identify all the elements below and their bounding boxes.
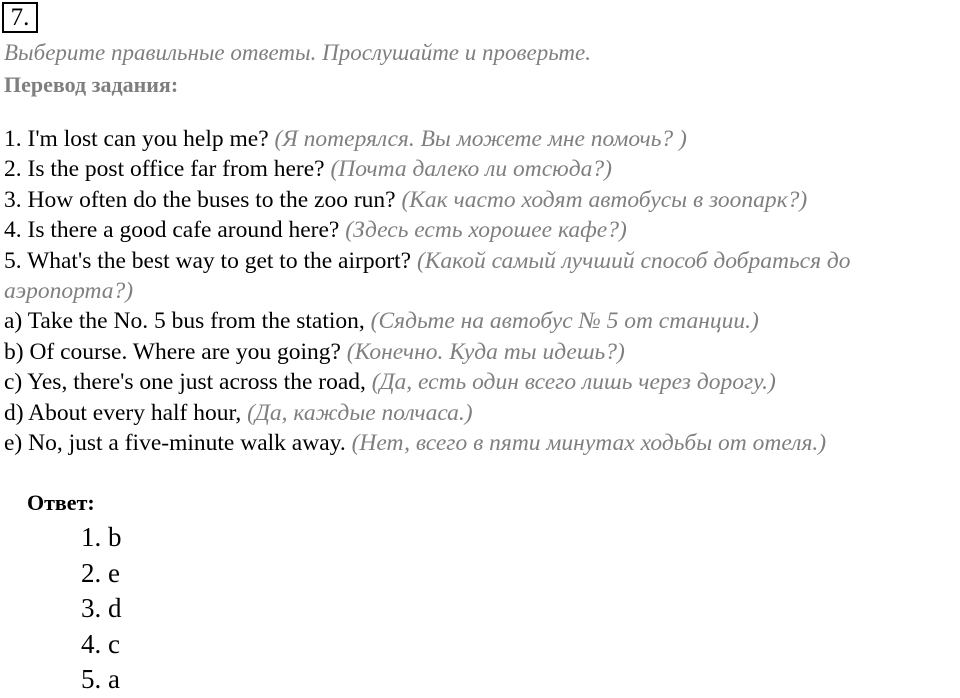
exercise-line [4,215,958,245]
exercise-lines [4,124,958,458]
russian-translation: (Как часто ходят автобусы в зоопарк?) [401,186,808,213]
answer-item: 1. b [81,522,122,552]
english-text: d) About every half hour, [4,399,248,426]
english-text: b) Of course. Where are you going? [4,338,347,365]
answer-list [81,520,122,698]
exercise-line [4,185,958,215]
instruction-text: Выберите правильные ответы. Прослушайте и проверьте. [4,40,591,65]
english-text: e) No, just a five-minute walk away. [4,430,352,457]
russian-translation: (Да, есть один всего лишь через дорогу.) [371,369,776,396]
exercise-line [4,428,958,458]
russian-translation: (Здесь есть хорошее кафе?) [345,217,627,244]
russian-translation: (Сядьте на автобус № 5 от станции.) [370,308,759,335]
answer-item: 3. d [81,593,122,623]
russian-translation: (Почта далеко ли отсюда?) [330,156,612,183]
exercise-line [4,124,958,154]
answer-heading: Ответ: [27,490,95,515]
russian-translation: (Я потерялся. Вы можете мне помочь? ) [274,126,687,152]
english-text: 1. I'm lost can you help me? [4,126,275,152]
answer-item: 2. e [81,557,120,588]
russian-translation: (Конечно. Куда ты идешь?) [346,338,625,365]
english-text: 5. What's the best way to get to the airport? [4,247,417,274]
english-text: 4. Is there a good cafe around here? [4,217,346,244]
russian-translation: (Какой самый лучший способ добраться до [416,247,851,274]
exercise-line [4,154,958,184]
russian-translation: аэропорта?) [4,278,134,305]
answer-item: 5. a [81,664,120,694]
exercise-line [4,398,958,428]
exercise-line [4,337,958,367]
english-text: 2. Is the post office far from here? [4,156,331,183]
russian-translation: (Нет, всего в пяти минутах ходьбы от отеля.) [351,430,827,457]
exercise-line [4,246,958,276]
exercise-line [4,367,958,397]
english-text: a) Take the No. 5 bus from the station, [4,308,371,335]
translation-heading: Перевод задания: [4,72,179,97]
exercise-line [4,306,958,336]
answer-item: 4. c [81,628,120,659]
task-number: 7. [2,2,38,33]
english-text: c) Yes, there's one just across the road, [4,369,372,396]
english-text: 3. How often do the buses to the zoo run? [4,186,402,213]
exercise-line [4,276,958,306]
russian-translation: (Да, каждые полчаса.) [247,399,473,426]
